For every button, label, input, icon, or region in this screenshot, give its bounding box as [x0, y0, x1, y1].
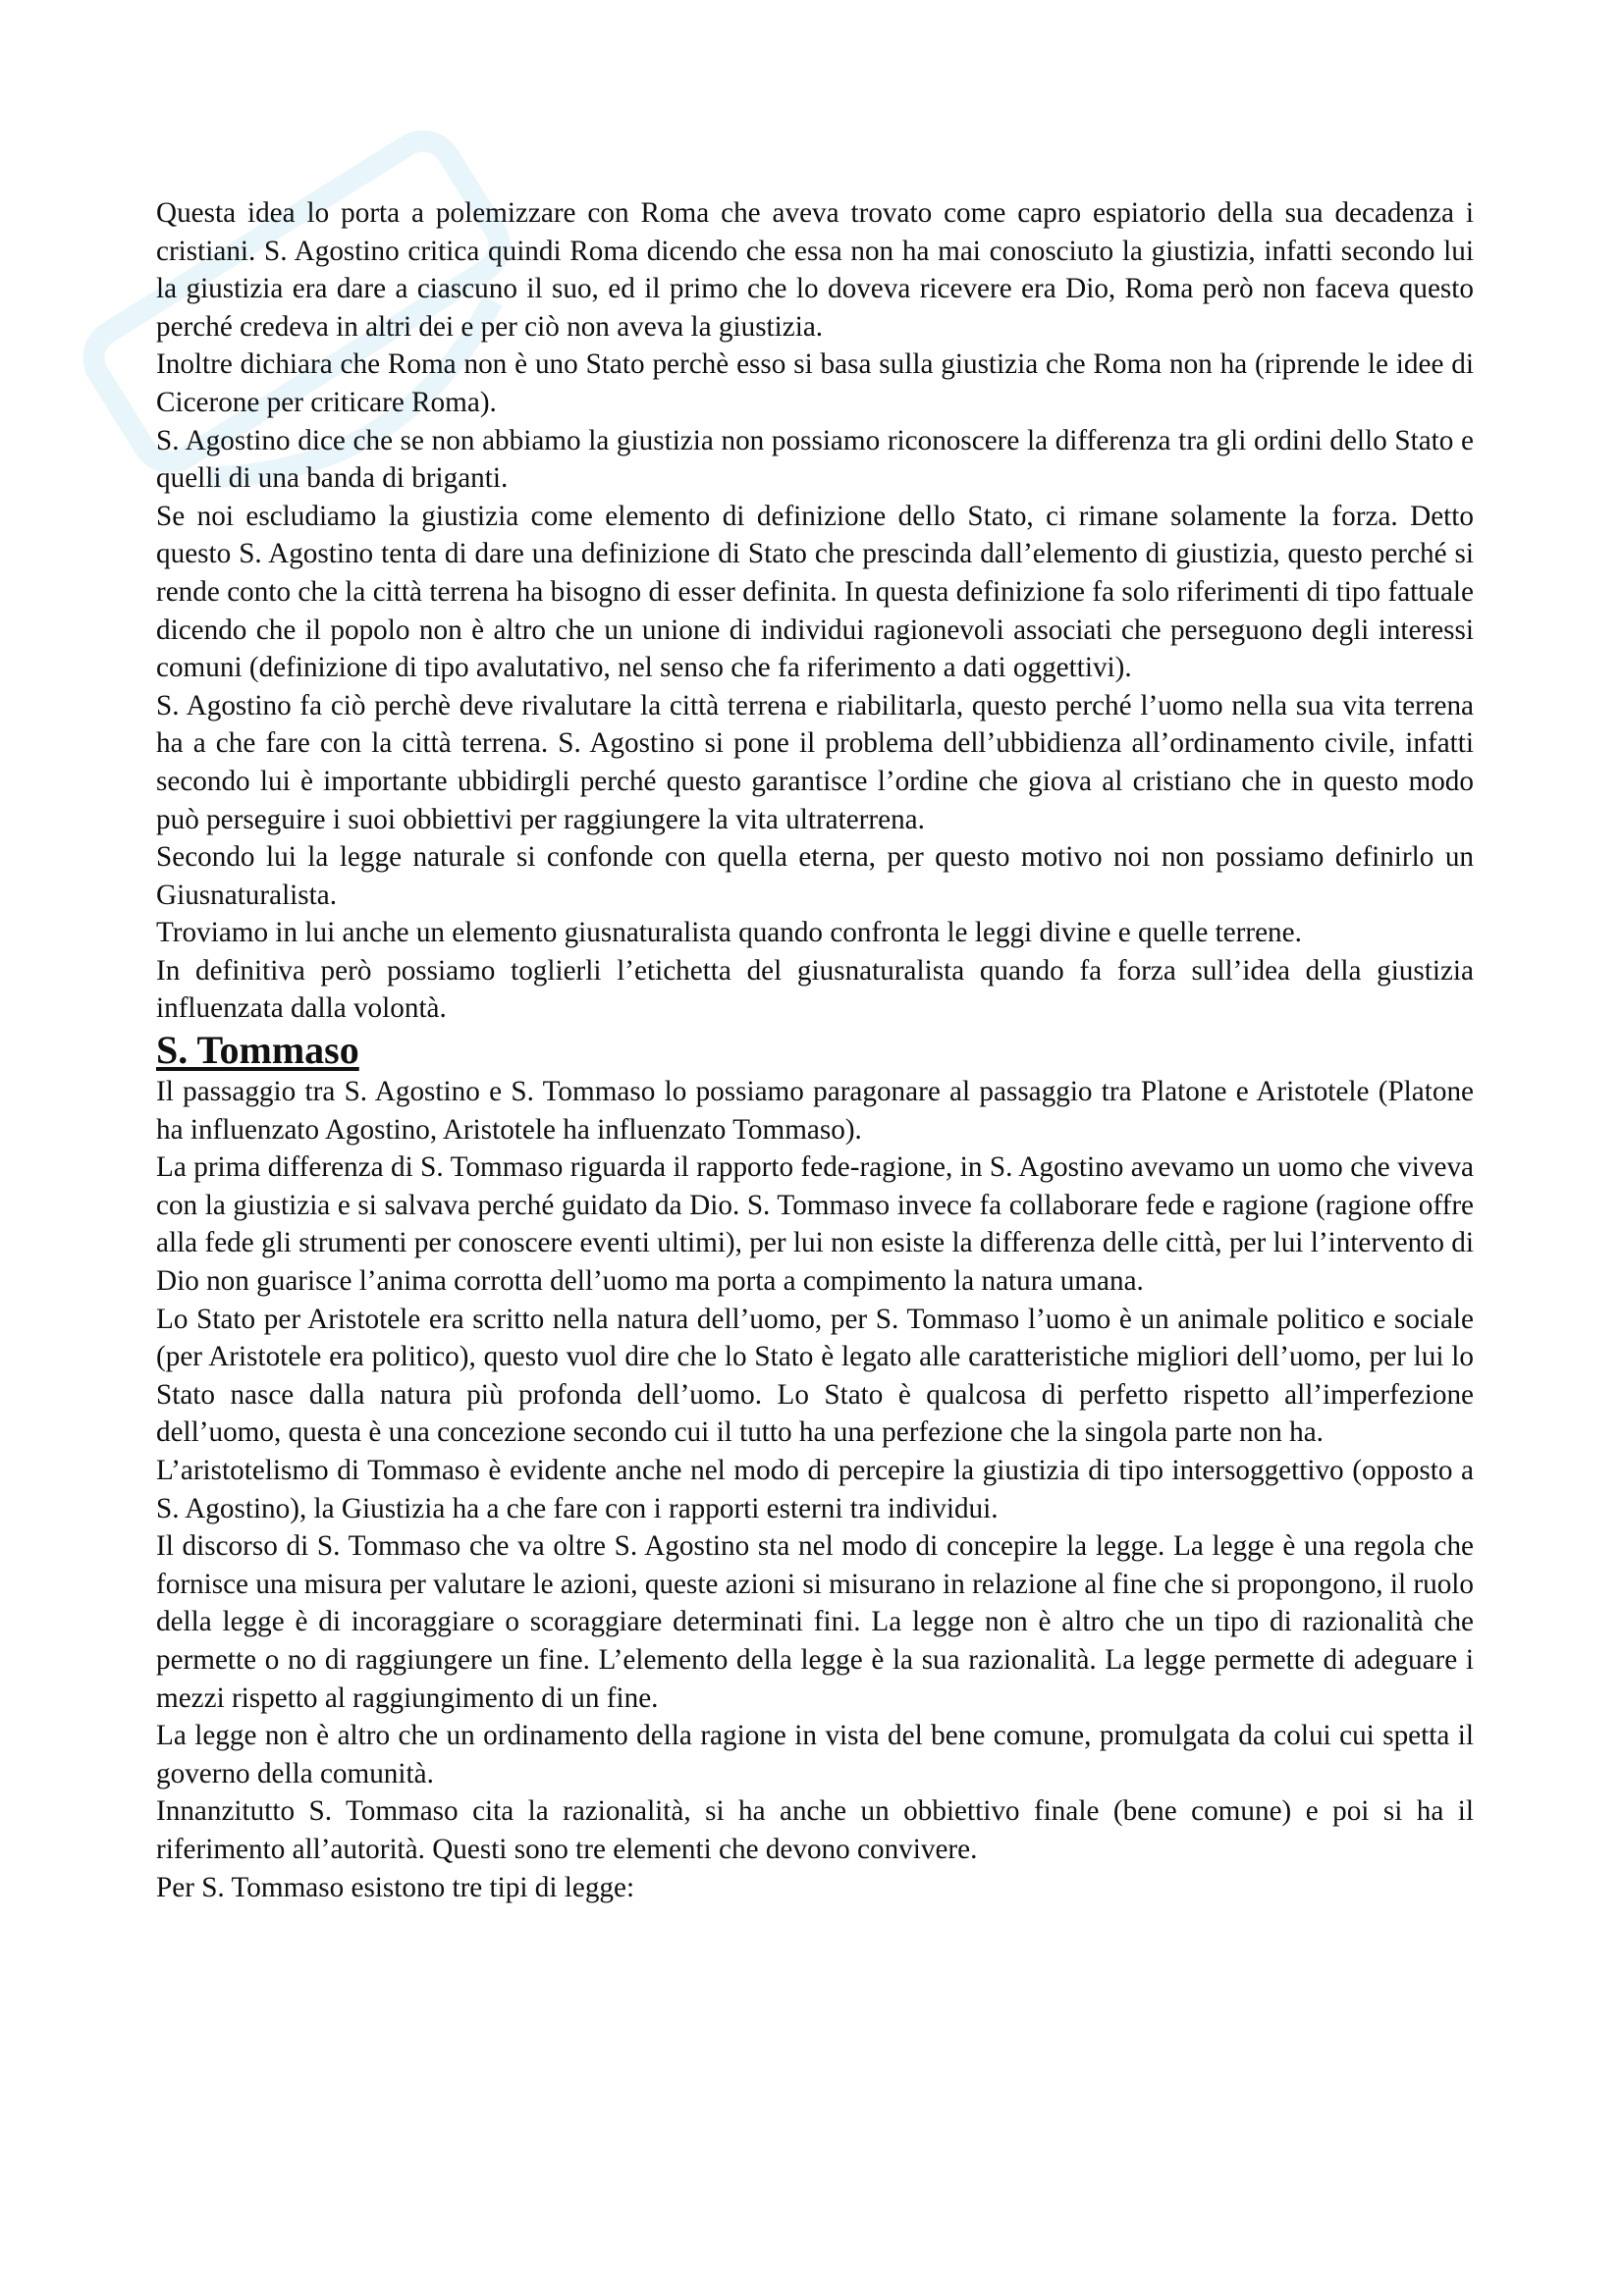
paragraph: L’aristotelismo di Tommaso è evidente anche nel modo di percepire la giustizia di tipo intersoggettivo (opposto a S. Agostino), la Giustizia ha a che fare con i rapporti esterni tra individui. — [156, 1455, 1474, 1524]
paragraph: Troviamo in lui anche un elemento giusnaturalista quando confronta le leggi divine e quelle terrene. — [156, 917, 1302, 949]
paragraph: Il discorso di S. Tommaso che va oltre S. Agostino sta nel modo di concepire la legge. La legge è una regola che fornisce una misura per valutare le azioni, queste azioni si misurano in relazione al fine che si propongono, il ruolo della legge è di incoraggiare o scoraggiare determinati fini. La legge non è altro che un tipo di razionalità che permette o no di raggiungere un fine. L’elemento della legge è la sua razionalità. La legge permette di adeguare i mezzi rispetto al raggiungimento di un fine. — [156, 1530, 1474, 1714]
paragraph: Lo Stato per Aristotele era scritto nella natura dell’uomo, per S. Tommaso l’uomo è un animale politico e sociale (per Aristotele era politico), questo vuol dire che lo Stato è legato alle caratteristiche migliori dell’uomo, per lui lo Stato nasce dalla natura più profonda dell’uomo. Lo Stato è qualcosa di perfetto rispetto all’imperfezione dell’uomo, questa è una concezione secondo cui il tutto ha una perfezione che la singola parte non ha. — [156, 1303, 1474, 1449]
document-page — [156, 194, 1474, 1906]
paragraph: Questa idea lo porta a polemizzare con Roma che aveva trovato come capro espiatorio della sua decadenza i cristiani. S. Agostino critica quindi Roma dicendo che essa non ha mai conosciuto la giustizia, infatti secondo lui la giustizia era dare a ciascuno il suo, ed il primo che lo doveva ricevere era Dio, Roma però non faceva questo perché credeva in altri dei e per ciò non aveva la giustizia. — [156, 197, 1474, 343]
paragraph: Il passaggio tra S. Agostino e S. Tommaso lo possiamo paragonare al passaggio tra Platone e Aristotele (Platone ha influenzato Agostino, Aristotele ha influenzato Tommaso). — [156, 1076, 1474, 1146]
paragraph: La legge non è altro che un ordinamento della ragione in vista del bene comune, promulgata da colui cui spetta il governo della comunità. — [156, 1720, 1474, 1789]
paragraph: Inoltre dichiara che Roma non è uno Stato perchè esso si basa sulla giustizia che Roma non ha (riprende le idee di Cicerone per criticare Roma). — [156, 348, 1474, 418]
paragraph: La prima differenza di S. Tommaso riguarda il rapporto fede-ragione, in S. Agostino avevamo un uomo che viveva con la giustizia e si salvava perché guidato da Dio. S. Tommaso invece fa collaborare fede e ragione (ragione offre alla fede gli strumenti per conoscere eventi ultimi), per lui non esiste la differenza delle città, per lui l’intervento di Dio non guarisce l’anima corrotta dell’uomo ma porta a compimento la natura umana. — [156, 1151, 1474, 1298]
paragraph: Se noi escludiamo la giustizia come elemento di definizione dello Stato, ci rimane solamente la forza. Detto questo S. Agostino tenta di dare una definizione di Stato che prescinda dall’elemento di giustizia, questo perché si rende conto che la città terrena ha bisogno di esser definita. In questa definizione fa solo riferimenti di tipo fattuale dicendo che il popolo non è altro che un unione di individui ragionevoli associati che perseguono degli interessi comuni (definizione di tipo avalutativo, nel senso che fa riferimento a dati oggettivi). — [156, 500, 1474, 684]
paragraph: Secondo lui la legge naturale si confonde con quella eterna, per questo motivo noi non possiamo definirlo un Giusnaturalista. — [156, 841, 1474, 911]
section-heading: S. Tommaso — [156, 1028, 359, 1073]
paragraph: Per S. Tommaso esistono tre tipi di legge: — [156, 1871, 635, 1903]
paragraph: S. Agostino dice che se non abbiamo la giustizia non possiamo riconoscere la differenza tra gli ordini dello Stato e quelli di una banda di briganti. — [156, 424, 1474, 495]
paragraphs-after — [156, 1073, 1474, 1906]
paragraph: Innanzitutto S. Tommaso cita la razionalità, si ha anche un obbiettivo finale (bene comune) e poi si ha il riferimento all’autorità. Questi sono tre elementi che devono convivere. — [156, 1795, 1474, 1865]
paragraph: In definitiva però possiamo toglierli l’etichetta del giusnaturalista quando fa forza sull’idea della giustizia influenzata dalla volontà. — [156, 954, 1474, 1025]
paragraphs-before — [156, 194, 1474, 1028]
paragraph: S. Agostino fa ciò perchè deve rivalutare la città terrena e riabilitarla, questo perché l’uomo nella sua vita terrena ha a che fare con la città terrena. S. Agostino si pone il problema dell’ubbidienza all’ordinamento civile, infatti secondo lui è importante ubbidirgli perché questo garantisce l’ordine che giova al cristiano che in questo modo può perseguire i suoi obbiettivi per raggiungere la vita ultraterrena. — [156, 689, 1474, 835]
